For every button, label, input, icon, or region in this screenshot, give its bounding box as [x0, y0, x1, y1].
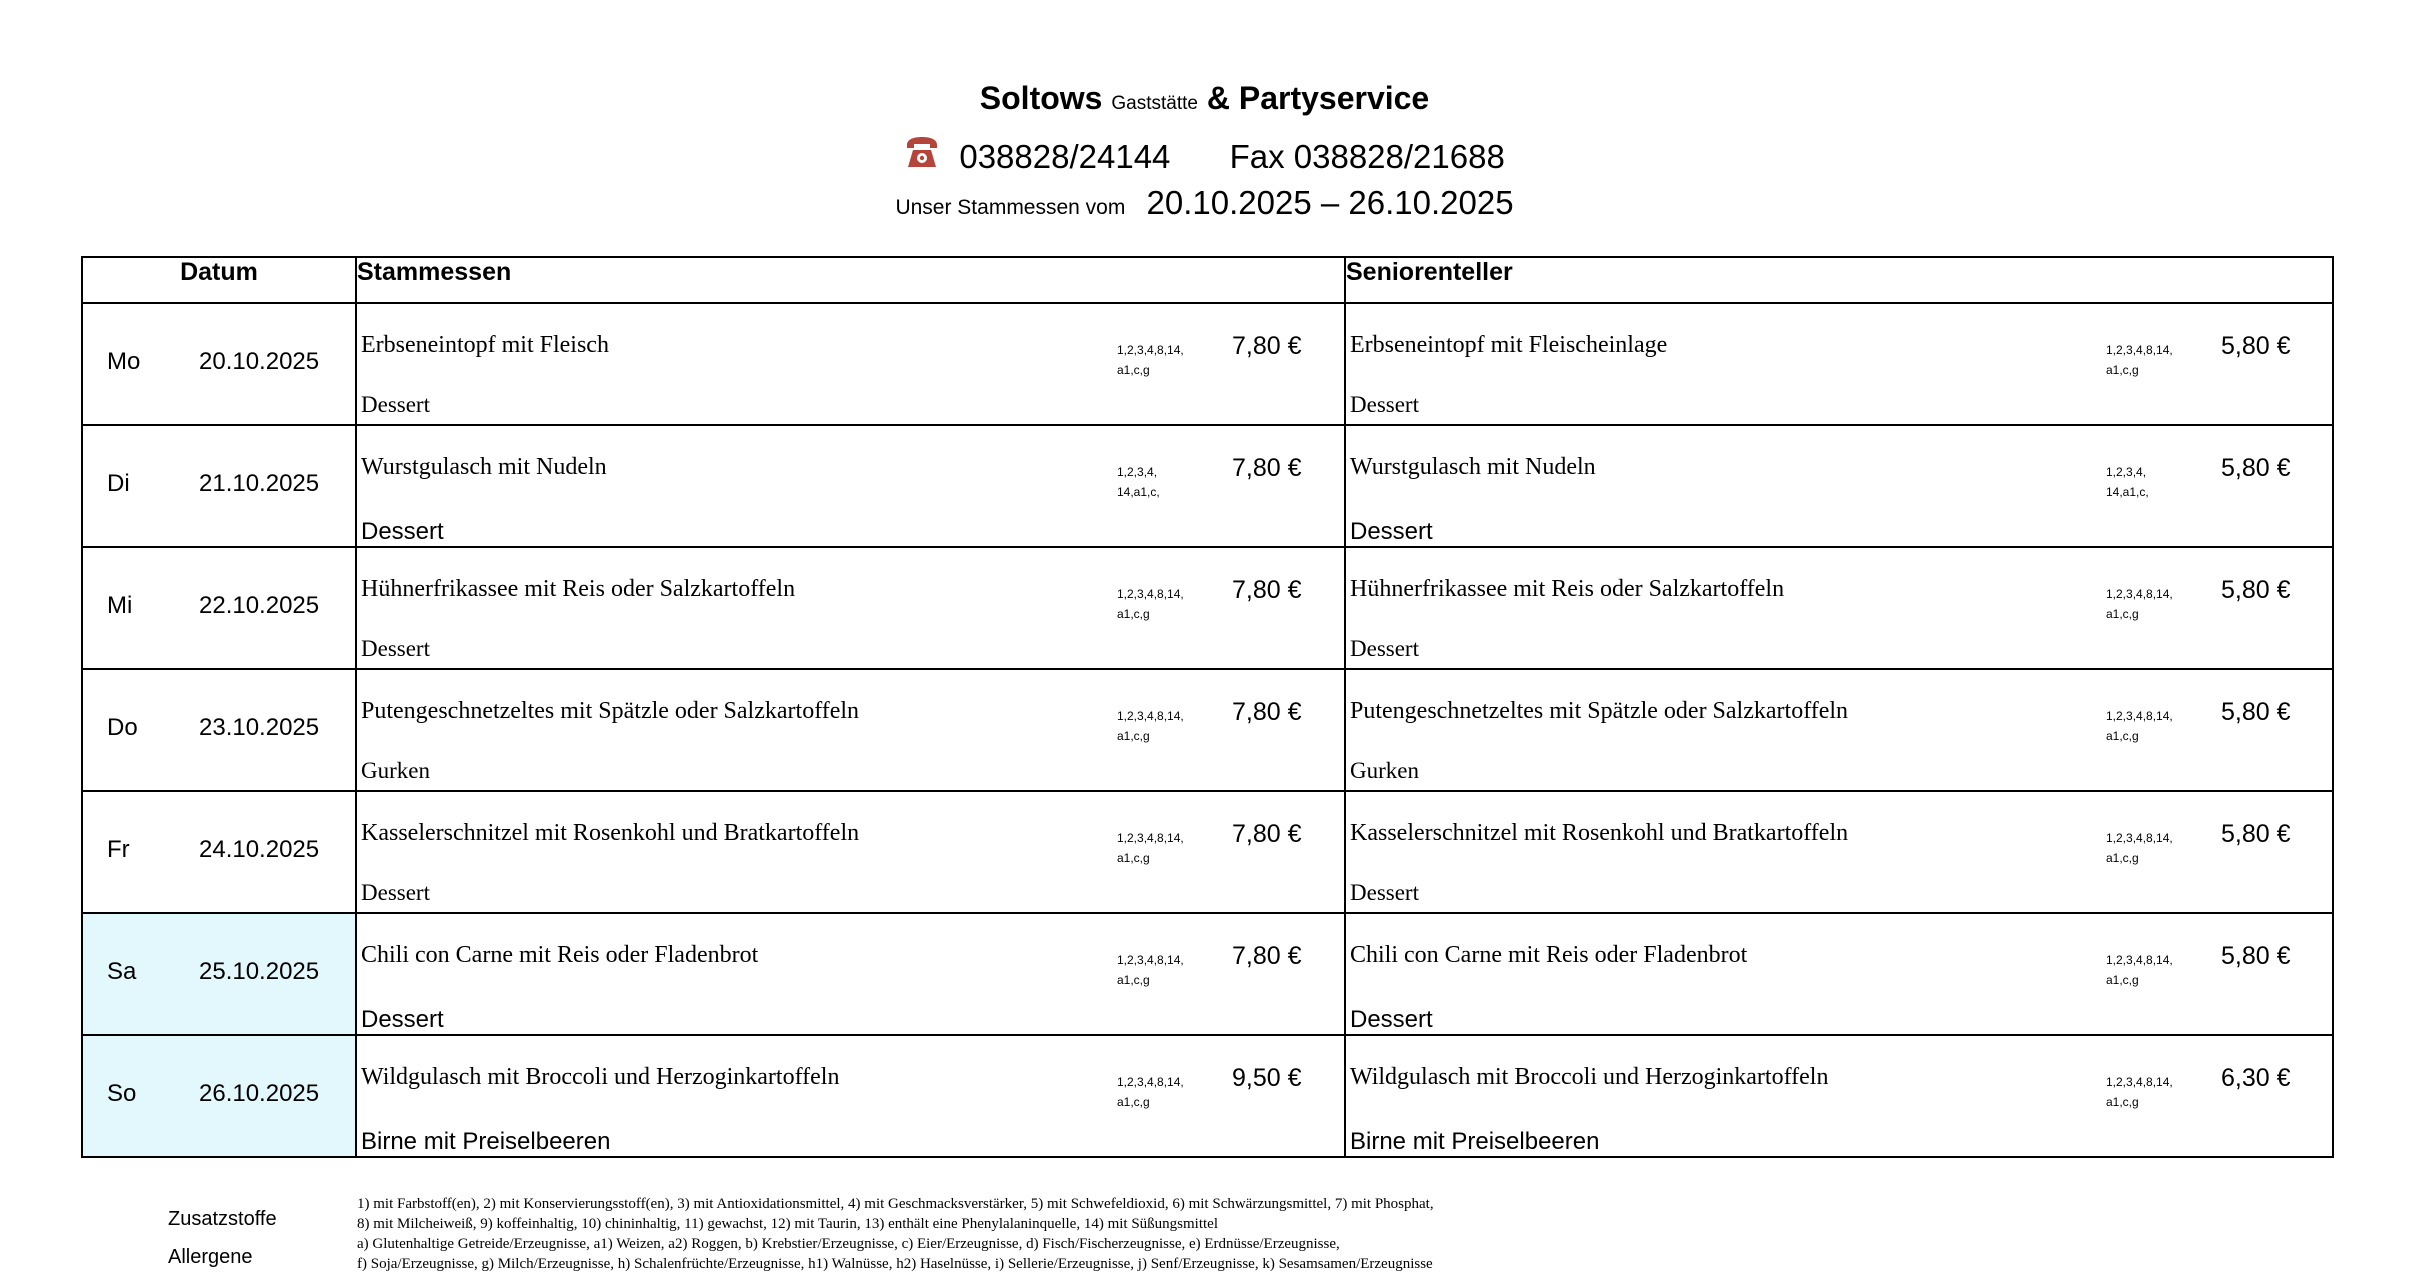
dish-extra: Dessert	[1350, 392, 1419, 417]
footer-labels	[168, 1200, 277, 1276]
phone-number[interactable]: 038828/24144	[959, 138, 1171, 175]
dish-name: Kasselerschnitzel mit Rosenkohl und Bratkartoffeln	[361, 820, 860, 846]
price: 7,80 €	[1232, 576, 1302, 604]
date-cell	[82, 1035, 356, 1157]
allergens-line: f) Soja/Erzeugnisse, g) Milch/Erzeugnisse, h) Schalenfrüchte/Erzeugnisse, h1) Walnüsse, h2) Haselnüsse, i) Sellerie/Erzeugnisse, j) Senf/Erzeugnisse, k) Sesamsamen/Erzeugnisse	[357, 1256, 1433, 1272]
allergen-codes: 1,2,3,4,8,14, a1,c,g	[2106, 587, 2173, 621]
dish-extra: Dessert	[1350, 880, 1419, 905]
additives-line: 8) mit Milcheiweiß, 9) koffeinhaltig, 10) chininhaltig, 11) gewachst, 12) mit Taurin, 13) enthält eine Phenylalaninquelle, 14) mit Süßungsmittel	[357, 1216, 1219, 1232]
weekday: Do	[107, 714, 138, 741]
allergen-codes: 1,2,3,4,8,14, a1,c,g	[2106, 953, 2173, 987]
date-cell	[82, 303, 356, 425]
dish-name: Putengeschnetzeltes mit Spätzle oder Salzkartoffeln	[361, 698, 860, 724]
allergen-codes: 1,2,3,4,8,14, a1,c,g	[1117, 343, 1184, 377]
dish-name: Wildgulasch mit Broccoli und Herzoginkartoffeln	[1350, 1064, 1829, 1090]
weekday: Mi	[107, 592, 133, 619]
restaurant-name: Soltows	[979, 80, 1103, 116]
dish-name: Hühnerfrikassee mit Reis oder Salzkartoffeln	[361, 576, 796, 602]
price: 6,30 €	[2221, 1064, 2291, 1092]
dish-name: Erbseneintopf mit Fleischeinlage	[1350, 332, 1668, 358]
price: 7,80 €	[1232, 332, 1302, 360]
dish-name: Wildgulasch mit Broccoli und Herzoginkartoffeln	[361, 1064, 840, 1090]
price: 7,80 €	[1232, 698, 1302, 726]
dish-extra: Gurken	[361, 758, 430, 783]
week-label: Unser Stammessen vom	[895, 196, 1126, 219]
dish-name: Erbseneintopf mit Fleisch	[361, 332, 609, 358]
date: 24.10.2025	[199, 836, 320, 863]
header-seniorenteller: Seniorenteller	[1345, 257, 2333, 303]
dish-extra: Birne mit Preiselbeeren	[1350, 1128, 1600, 1155]
menu-rows	[82, 303, 2333, 1157]
seniorenteller-cell	[1345, 547, 2333, 669]
price: 7,80 €	[1232, 942, 1302, 970]
dish-name: Wurstgulasch mit Nudeln	[1350, 454, 1596, 480]
date-cell	[82, 547, 356, 669]
allergen-codes: 1,2,3,4,8,14, a1,c,g	[1117, 831, 1184, 865]
weekday: Mo	[107, 348, 141, 375]
price: 9,50 €	[1232, 1064, 1302, 1092]
header-stammessen: Stammessen	[356, 257, 1345, 303]
allergen-codes: 1,2,3,4,8,14, a1,c,g	[1117, 709, 1184, 743]
date-cell	[82, 791, 356, 913]
weekday: So	[107, 1080, 137, 1107]
dish-name: Wurstgulasch mit Nudeln	[361, 454, 607, 480]
date: 23.10.2025	[199, 714, 320, 741]
stammessen-cell	[356, 303, 1345, 425]
restaurant-type: Gaststätte	[1111, 93, 1198, 114]
seniorenteller-cell	[1345, 913, 2333, 1035]
price: 5,80 €	[2221, 454, 2291, 482]
date: 21.10.2025	[199, 470, 320, 497]
dish-extra: Dessert	[361, 518, 444, 545]
dish-name: Putengeschnetzeltes mit Spätzle oder Salzkartoffeln	[1350, 698, 1849, 724]
allergen-codes: 1,2,3,4,8,14, a1,c,g	[2106, 1075, 2173, 1109]
stammessen-cell	[356, 791, 1345, 913]
allergen-codes: 1,2,3,4,8,14, a1,c,g	[1117, 953, 1184, 987]
telephone-icon	[904, 134, 940, 170]
price: 5,80 €	[2221, 332, 2291, 360]
date-cell	[82, 669, 356, 791]
weekday: Fr	[107, 836, 130, 863]
header-date: Datum	[82, 257, 356, 303]
seniorenteller-cell	[1345, 669, 2333, 791]
dish-extra: Dessert	[1350, 1006, 1433, 1033]
table-header-row	[82, 257, 2333, 303]
price: 7,80 €	[1232, 820, 1302, 848]
weekday: Di	[107, 470, 130, 497]
week-range: 20.10.2025 – 26.10.2025	[1146, 184, 1514, 221]
date: 20.10.2025	[199, 348, 320, 375]
date-cell	[82, 913, 356, 1035]
price: 5,80 €	[2221, 820, 2291, 848]
stammessen-cell	[356, 547, 1345, 669]
week-line	[0, 184, 2409, 222]
allergen-codes: 1,2,3,4, 14,a1,c,	[1117, 465, 1160, 499]
price: 7,80 €	[1232, 454, 1302, 482]
date: 25.10.2025	[199, 958, 320, 985]
allergen-codes: 1,2,3,4,8,14, a1,c,g	[2106, 831, 2173, 865]
allergen-codes: 1,2,3,4,8,14, a1,c,g	[1117, 587, 1184, 621]
weekday: Sa	[107, 958, 137, 985]
allergens-label: Allergene	[168, 1246, 253, 1268]
date-cell	[82, 425, 356, 547]
dish-name: Chili con Carne mit Reis oder Fladenbrot	[1350, 942, 1748, 968]
contact-line	[0, 134, 2409, 176]
seniorenteller-cell	[1345, 791, 2333, 913]
stammessen-cell	[356, 669, 1345, 791]
dish-extra: Dessert	[1350, 518, 1433, 545]
dish-name: Hühnerfrikassee mit Reis oder Salzkartoffeln	[1350, 576, 1785, 602]
stammessen-cell	[356, 913, 1345, 1035]
menu-row	[82, 669, 2333, 791]
fax-number: Fax 038828/21688	[1229, 138, 1505, 175]
menu-row	[82, 547, 2333, 669]
price: 5,80 €	[2221, 576, 2291, 604]
dish-name: Chili con Carne mit Reis oder Fladenbrot	[361, 942, 759, 968]
allergens-line: a) Glutenhaltige Getreide/Erzeugnisse, a1) Weizen, a2) Roggen, b) Krebstier/Erzeugnisse, c) Eier/Erzeugnisse, d) Fisch/Fischerzeugnisse, e) Erdnüsse/Erzeugnisse,	[357, 1236, 1340, 1252]
allergen-codes: 1,2,3,4,8,14, a1,c,g	[2106, 709, 2173, 743]
menu-row	[82, 791, 2333, 913]
allergen-codes: 1,2,3,4,8,14, a1,c,g	[1117, 1075, 1184, 1109]
seniorenteller-cell	[1345, 1035, 2333, 1157]
stammessen-cell	[356, 425, 1345, 547]
dish-extra: Dessert	[361, 636, 430, 661]
price: 5,80 €	[2221, 698, 2291, 726]
seniorenteller-cell	[1345, 425, 2333, 547]
date: 26.10.2025	[199, 1080, 320, 1107]
restaurant-service: & Partyservice	[1206, 80, 1430, 116]
seniorenteller-cell	[1345, 303, 2333, 425]
dish-extra: Dessert	[361, 392, 430, 417]
additives-label: Zusatzstoffe	[168, 1208, 277, 1230]
date: 22.10.2025	[199, 592, 320, 619]
dish-name: Kasselerschnitzel mit Rosenkohl und Bratkartoffeln	[1350, 820, 1849, 846]
menu-row	[82, 913, 2333, 1035]
menu-row	[82, 303, 2333, 425]
menu-table	[81, 256, 2334, 1158]
restaurant-title	[0, 80, 2409, 117]
stammessen-cell	[356, 1035, 1345, 1157]
price: 5,80 €	[2221, 942, 2291, 970]
allergen-codes: 1,2,3,4, 14,a1,c,	[2106, 465, 2149, 499]
dish-extra: Birne mit Preiselbeeren	[361, 1128, 611, 1155]
dish-extra: Dessert	[361, 1006, 444, 1033]
footer-legend	[357, 1194, 2257, 1274]
additives-line: 1) mit Farbstoff(en), 2) mit Konservierungsstoff(en), 3) mit Antioxidationsmittel, 4) mit Geschmacksverstärker, 5) mit Schwefeldioxid, 6) mit Schwärzungsmittel, 7) mit Phosphat,	[357, 1196, 1434, 1212]
menu-row	[82, 1035, 2333, 1157]
dish-extra: Dessert	[361, 880, 430, 905]
dish-extra: Gurken	[1350, 758, 1419, 783]
allergen-codes: 1,2,3,4,8,14, a1,c,g	[2106, 343, 2173, 377]
menu-row	[82, 425, 2333, 547]
dish-extra: Dessert	[1350, 636, 1419, 661]
